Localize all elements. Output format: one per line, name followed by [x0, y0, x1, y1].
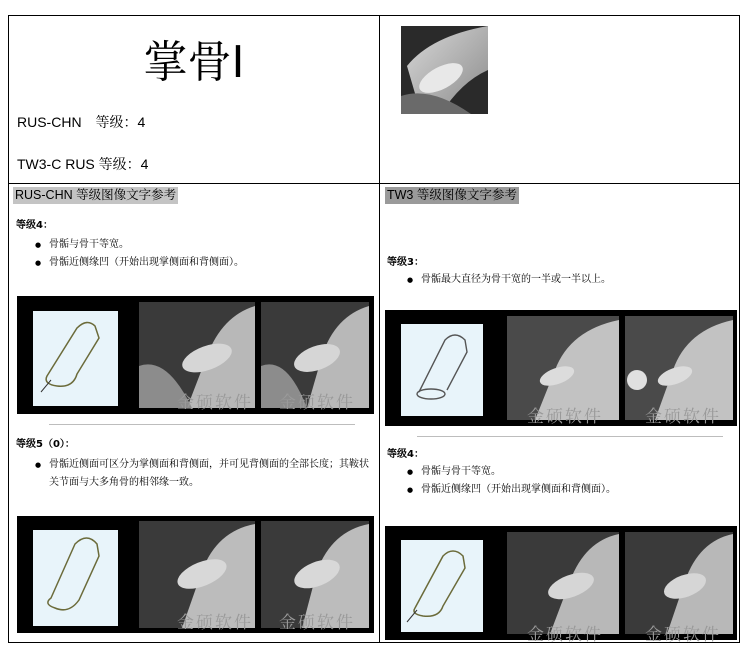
rus-chn-reference-header: RUS-CHN 等级图像文字参考 — [15, 188, 177, 202]
watermark: 金硕软件 — [279, 613, 355, 633]
watermark: 金硕软件 — [177, 393, 253, 413]
watermark: 金硕软件 — [645, 407, 721, 427]
watermark: 金硕软件 — [527, 625, 603, 645]
watermark: 金硕软件 — [279, 393, 355, 413]
watermark: 金硕软件 — [527, 407, 603, 427]
right-list-1 — [405, 271, 725, 289]
watermark: 金硕软件 — [177, 613, 253, 633]
watermark: 金硕软件 — [645, 625, 721, 645]
list-item: ● 骨骺近侧缘凹（开始出现掌侧面和背侧面）。 — [405, 481, 725, 499]
block-divider — [49, 424, 355, 425]
list-item: ● 骨骺与骨干等宽。 — [33, 236, 363, 254]
list-item: ● 骨骺与骨干等宽。 — [405, 463, 725, 481]
list-item: ● 骨骺近侧面可区分为掌侧面和背侧面，并可见背侧面的全部长度；其鞍状关节面与大多角骨的相邻缘一致。 — [33, 456, 375, 492]
right-level-label-1: 等级3： — [387, 257, 424, 268]
right-list-2 — [405, 463, 725, 499]
left-level-label-2: 等级5（0）： — [16, 439, 75, 450]
reference-table — [8, 15, 740, 643]
xray-thumbnail — [401, 26, 488, 114]
tw3-reference-header: TW3 等级图像文字参考 — [387, 188, 517, 202]
tw3-grade: TW3-C RUS 等级：4 — [17, 156, 149, 172]
left-list-2 — [33, 456, 375, 492]
column-divider — [379, 16, 380, 642]
list-item: ● 骨骺近侧缘凹（开始出现掌侧面和背侧面）。 — [33, 254, 363, 272]
left-list-1 — [33, 236, 363, 272]
left-level-label-1: 等级4： — [16, 220, 53, 231]
rus-chn-grade: RUS-CHN 等级：4 — [17, 114, 146, 130]
row-divider — [9, 183, 739, 184]
list-item: ● 骨骺最大直径为骨干宽的一半或一半以上。 — [405, 271, 725, 289]
right-level-label-2: 等级4： — [387, 449, 424, 460]
block-divider — [417, 436, 723, 437]
page-title: 掌骨Ⅰ — [143, 37, 245, 88]
